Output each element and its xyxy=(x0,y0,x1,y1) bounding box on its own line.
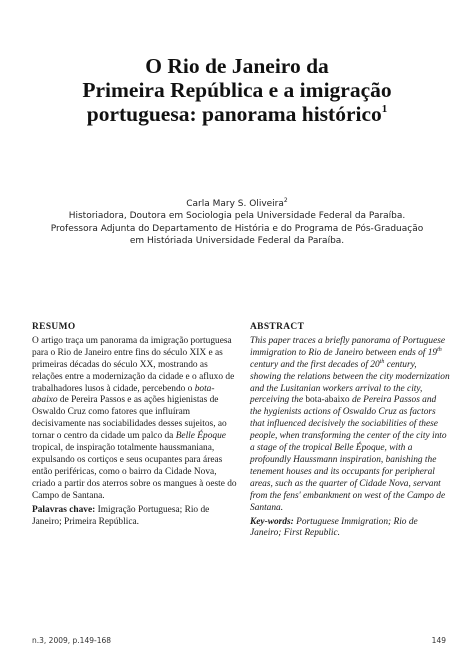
title-line-3 xyxy=(0,102,474,126)
resumo-term-belle-epoque: Belle Époque xyxy=(175,431,226,442)
abstract-heading: ABSTRACT xyxy=(250,322,305,332)
article-title xyxy=(0,54,474,126)
resumo-keywords-label: Palavras chave: xyxy=(32,504,96,515)
author-name: Carla Mary S. Oliveira xyxy=(186,199,284,209)
resumo-text-part-1: O artigo traça um panorama da imigração portuguesa para o Rio de Janeiro entre fins do século XIX e as primeiras décadas do século XX, mostrando as relações entre a modernização da cidade e o afluxo de trabalhadores lusos à cidade, percebendo o xyxy=(32,335,235,394)
abstract-text xyxy=(250,336,450,515)
abstract-keywords xyxy=(250,517,450,541)
resumo-text-part-3: tropical, de inspiração totalmente haussmaniana, expulsando os cortiços e seus ocupantes para áreas então periféricas, como o bairro da Cidade Nova, criado a partir dos aterros sobre os mangues à oeste do Campo de Santana. xyxy=(32,443,237,501)
abstract-keywords-values: Portuguese Immigration; Rio de Janeiro; First Republic. xyxy=(250,516,418,539)
resumo-text-part-2: de Pereira Passos e as ações higienistas de Oswaldo Cruz como fatores que influíram decisivamente nas sociabilidades desses sujeitos, ao tornar o centro da cidade um palco da xyxy=(32,395,227,442)
abstract-text-part-1: This paper traces a briefly panorama of Portuguese immigration to Rio de Janeiro between ends of 19 xyxy=(250,335,446,358)
resumo-heading: RESUMO xyxy=(32,322,76,332)
author-affiliation-3: em Históriada Universidade Federal da Paraíba. xyxy=(129,236,345,247)
resumo-term-bota-abaixo: bota-abaixo xyxy=(32,383,215,406)
abstract-text-part-2: century and the first decades of 20 xyxy=(250,359,380,370)
resumo-keywords-values: Imigração Portuguesa; Rio de Janeiro; Primeira República. xyxy=(32,504,210,527)
footer-citation: n.3, 2009, p.149-168 xyxy=(32,636,112,645)
title-line-2: Primeira República e a imigração xyxy=(82,78,392,102)
title-line-3-text: portuguesa: panorama histórico xyxy=(86,102,382,126)
resumo-keywords xyxy=(32,505,239,529)
abstract-term-bota-abaixo: bota-abaixo xyxy=(305,395,350,406)
abstract-text-part-3: century, showing the relations between the city modernization and the Lusitanian workers arrival to the city, perceiving the xyxy=(250,359,450,406)
resumo-text xyxy=(32,336,239,503)
page-number: 149 xyxy=(431,636,446,645)
author-name-line xyxy=(0,198,474,210)
abstract-sup-2: th xyxy=(379,358,385,365)
abstract-column xyxy=(250,322,450,540)
author-block xyxy=(0,198,474,248)
author-affiliation-1: Historiadora, Doutora em Sociologia pela Universidade Federal da Paraíba. xyxy=(68,211,406,222)
title-line-1: O Rio de Janeiro da xyxy=(145,54,329,78)
resumo-column xyxy=(32,322,239,528)
author-affiliation-2: Professora Adjunta do Departamento de História e do Programa de Pós-Graduação xyxy=(50,223,424,234)
author-footnote-marker[interactable]: 2 xyxy=(283,197,288,204)
abstract-keywords-label: Key-words: xyxy=(250,516,294,527)
abstract-text-part-4: de Pereira Passos and the hygienists actions of Oswaldo Cruz as factors that influenced decisively the sociabilities of these people, when transforming the center of the city into a stage of the tropical Belle Époque, with a profoundly Haussmann inspiration, banishing the tenement houses and its occupants for peripheral areas, such as the quarter of Cidade Nova, servant from the fens' embankment on west of the Campo de Santana. xyxy=(250,395,447,513)
title-footnote-marker[interactable]: 1 xyxy=(381,103,388,115)
abstract-sup-1: th xyxy=(437,346,442,353)
